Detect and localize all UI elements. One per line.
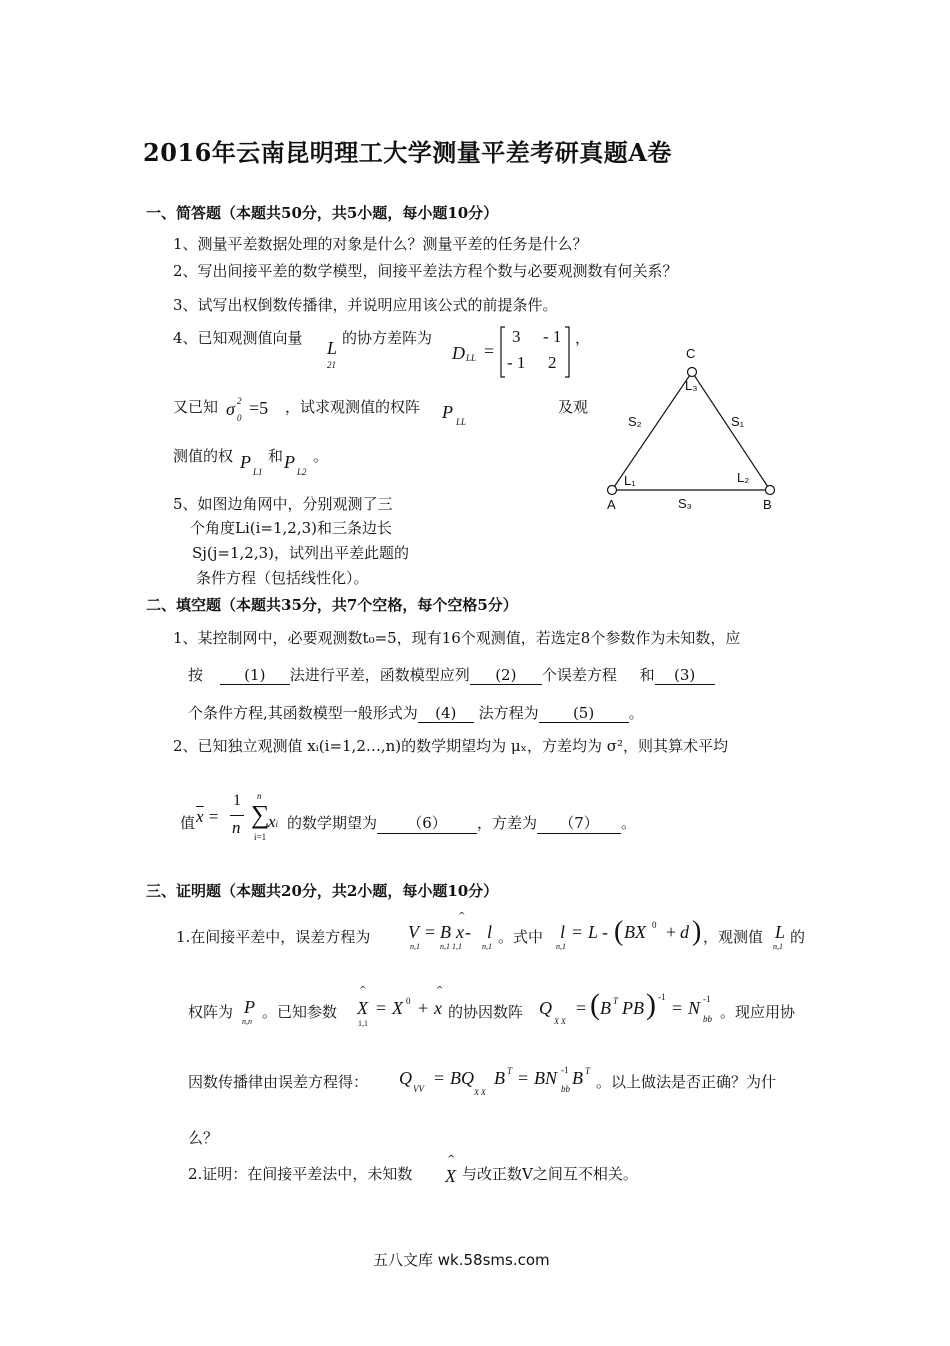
fill-question-1-line-3: [188, 702, 644, 723]
mean-x-bar: $\overline{x}$ =: [196, 807, 220, 826]
proof-1-text-e: 权阵为: [188, 1003, 234, 1021]
proof-1-text-h: 。现应用协: [720, 1003, 796, 1021]
question-1-5-line-4: 条件方程（包括线性化）。: [196, 569, 369, 587]
matrix-cell-12: - 1: [543, 327, 562, 346]
section-heading-fill-blank: 二、填空题（本题共35分，共7个空格，每个空格5分）: [146, 596, 518, 614]
sigma-subscript: 0: [237, 413, 242, 423]
fill-question-1-line-1: 1、某控制网中，必要观测数t₀=5，现有16个观测值，若选定8个参数作为未知数，应: [173, 629, 741, 647]
matrix-D: D: [452, 343, 465, 363]
mean-fraction-numerator: 1: [233, 792, 241, 809]
text-normal-eq: 法方程为: [478, 704, 539, 722]
sum-lower-limit: i=1: [254, 832, 267, 842]
proof-1-text-a: 1.在间接平差中，误差方程为: [176, 928, 371, 946]
unknown-X-hat: ^ X: [445, 1154, 456, 1186]
triangle-network-figure: [590, 340, 790, 520]
text-period: 。: [628, 704, 644, 722]
question-1-4-text-h: 和: [268, 447, 284, 465]
text-error-eq: 个误差方程: [541, 666, 617, 684]
proof-2-text-b: 与改正数V之间互不相关。: [462, 1165, 638, 1183]
label-L2: L₂: [737, 470, 750, 485]
sum-term: xi: [268, 812, 279, 831]
proof-1-text-j: 。以上做法是否正确？为什: [596, 1073, 777, 1091]
question-1-3: 3、试写出权倒数传播律，并说明应用该公式的前提条件。: [173, 296, 558, 314]
error-equation-formula: V n,1 = B n,1 1,1 ^ x - l n,1: [408, 912, 493, 951]
sigma-symbol: σ: [226, 399, 235, 419]
question-1-4-text-c: ，: [575, 329, 591, 347]
observation-L-symbol: L n,1: [773, 922, 786, 951]
side-S1-line: [692, 372, 770, 490]
point-B-marker: [766, 486, 775, 495]
weight-matrix-P-subscript: LL: [456, 417, 467, 427]
weight-matrix-Pnn: P n,n: [242, 997, 255, 1026]
label-S3: S₃: [678, 496, 692, 511]
vector-L-subscript: 21: [327, 360, 336, 370]
text-and: 和: [639, 666, 655, 684]
point-C-marker: [688, 368, 697, 377]
blank-5: (5): [539, 704, 629, 723]
propagation-formula: Q VV = BQ X X B T = BN -1 bb B T: [399, 1065, 591, 1097]
question-1-1: 1、测量平差数据处理的对象是什么？测量平差的任务是什么？: [173, 235, 588, 253]
fill-question-2-line-2: [287, 812, 636, 834]
label-S2: S₂: [628, 414, 642, 429]
section-heading-proof: 三、证明题（本题共20分，共2小题，每小题10分）: [146, 882, 499, 900]
blank-1: (1): [220, 666, 290, 685]
question-1-4-text-e: ，试求观测值的权阵: [285, 398, 421, 416]
question-1-2: 2、写出间接平差的数学模型，间接平差法方程个数与必要观测数有何关系？: [173, 262, 678, 280]
question-1-5-line-1: 5、如图边角网中，分别观测了三: [173, 495, 393, 513]
label-L3: L₃: [685, 378, 698, 393]
question-1-4-text-g: 测值的权: [173, 447, 234, 465]
matrix-cell-11: 3: [512, 327, 521, 346]
matrix-D-subscript: LL: [466, 353, 477, 363]
mean-fraction-bar: [230, 815, 244, 816]
question-1-5-line-3: Sj(j=1,2,3)，试列出平差此题的: [192, 544, 410, 562]
proof-1-text-d: 的: [790, 928, 806, 946]
sigma-superscript: 2: [237, 396, 242, 406]
equals-sign: =: [484, 341, 495, 361]
mean-fraction-denominator: n: [232, 818, 241, 837]
proof-1-text-g: 的协因数阵: [448, 1003, 524, 1021]
vector-L: L: [327, 338, 338, 358]
question-1-5-line-2: 个角度Li(i=1,2,3)和三条边长: [190, 519, 392, 537]
weight-PL2: P: [284, 452, 295, 472]
proof-1-text-k: 么？: [188, 1129, 219, 1147]
proof-2-text-a: 2.证明：在间接平差法中，未知数: [188, 1165, 413, 1183]
question-1-4-text-a: 4、已知观测值向量: [173, 329, 303, 347]
text-method: 法进行平差，函数模型应列: [289, 666, 470, 684]
proof-1-text-c: ，观测值: [703, 928, 764, 946]
weight-PL1-subscript: L1: [253, 467, 263, 477]
footer-watermark: 五八文库 wk.58sms.com: [373, 1251, 550, 1269]
cofactor-matrix-formula: Q X X = ( B T PB ) -1 = N -1 bb: [539, 988, 712, 1026]
sum-sign: ∑: [251, 800, 270, 829]
sum-upper-limit: n: [257, 791, 262, 801]
matrix-cell-21: - 1: [507, 353, 526, 372]
label-L1: L₁: [624, 473, 636, 488]
observation-l-formula: l n,1 = L - ( BX 0 + d ): [556, 916, 702, 951]
weight-PL2-subscript: L2: [297, 467, 307, 477]
proof-1-text-f: 。已知参数: [262, 1003, 338, 1021]
proof-1-text-b: 。式中: [498, 928, 544, 946]
question-1-4-text-d: 又已知: [173, 398, 219, 416]
page-title: 2016年云南昆明理工大学测量平差考研真题A卷: [143, 138, 672, 167]
sigma-value: =5: [249, 398, 269, 418]
blank-6: （6）: [377, 812, 477, 834]
label-B: B: [763, 497, 772, 512]
fill-question-2-text-a: 值: [180, 814, 196, 832]
blank-2: (2): [470, 666, 542, 685]
question-1-4-text-i: 。: [313, 447, 329, 465]
fill-question-1-line-2: [188, 664, 715, 685]
parameter-X-formula: ^ X 1,1 = X 0 + ^ x: [357, 986, 444, 1028]
blank-7: （7）: [537, 812, 621, 834]
label-S1: S₁: [731, 414, 745, 429]
blank-4: (4): [418, 704, 474, 723]
fill-question-2-line-1: 2、已知独立观测值 xᵢ(i=1,2…,n)的数学期望均为 μₓ，方差均为 σ²，则其算术平均: [173, 737, 729, 755]
proof-1-text-i: 因数传播律由误差方程得：: [188, 1073, 369, 1091]
text-period-2: 。: [621, 814, 637, 832]
weight-matrix-P: P: [442, 402, 453, 422]
text-cond-eq: 个条件方程,其函数模型一般形式为: [188, 704, 418, 722]
text-expectation: 的数学期望为: [287, 814, 378, 832]
text-an: 按: [188, 666, 204, 684]
text-variance: ，方差为: [477, 814, 538, 832]
weight-PL1: P: [240, 452, 251, 472]
covariance-matrix: [499, 326, 571, 378]
label-A: A: [607, 497, 616, 512]
matrix-cell-22: 2: [548, 353, 557, 372]
question-1-4-text-f: 及观: [558, 398, 589, 416]
question-1-4-text-b: 的协方差阵为: [342, 329, 433, 347]
section-heading-short-answer: 一、简答题（本题共50分，共5小题，每小题10分）: [146, 204, 499, 222]
point-A-marker: [608, 486, 617, 495]
blank-3: (3): [655, 666, 715, 685]
label-C: C: [686, 346, 696, 361]
